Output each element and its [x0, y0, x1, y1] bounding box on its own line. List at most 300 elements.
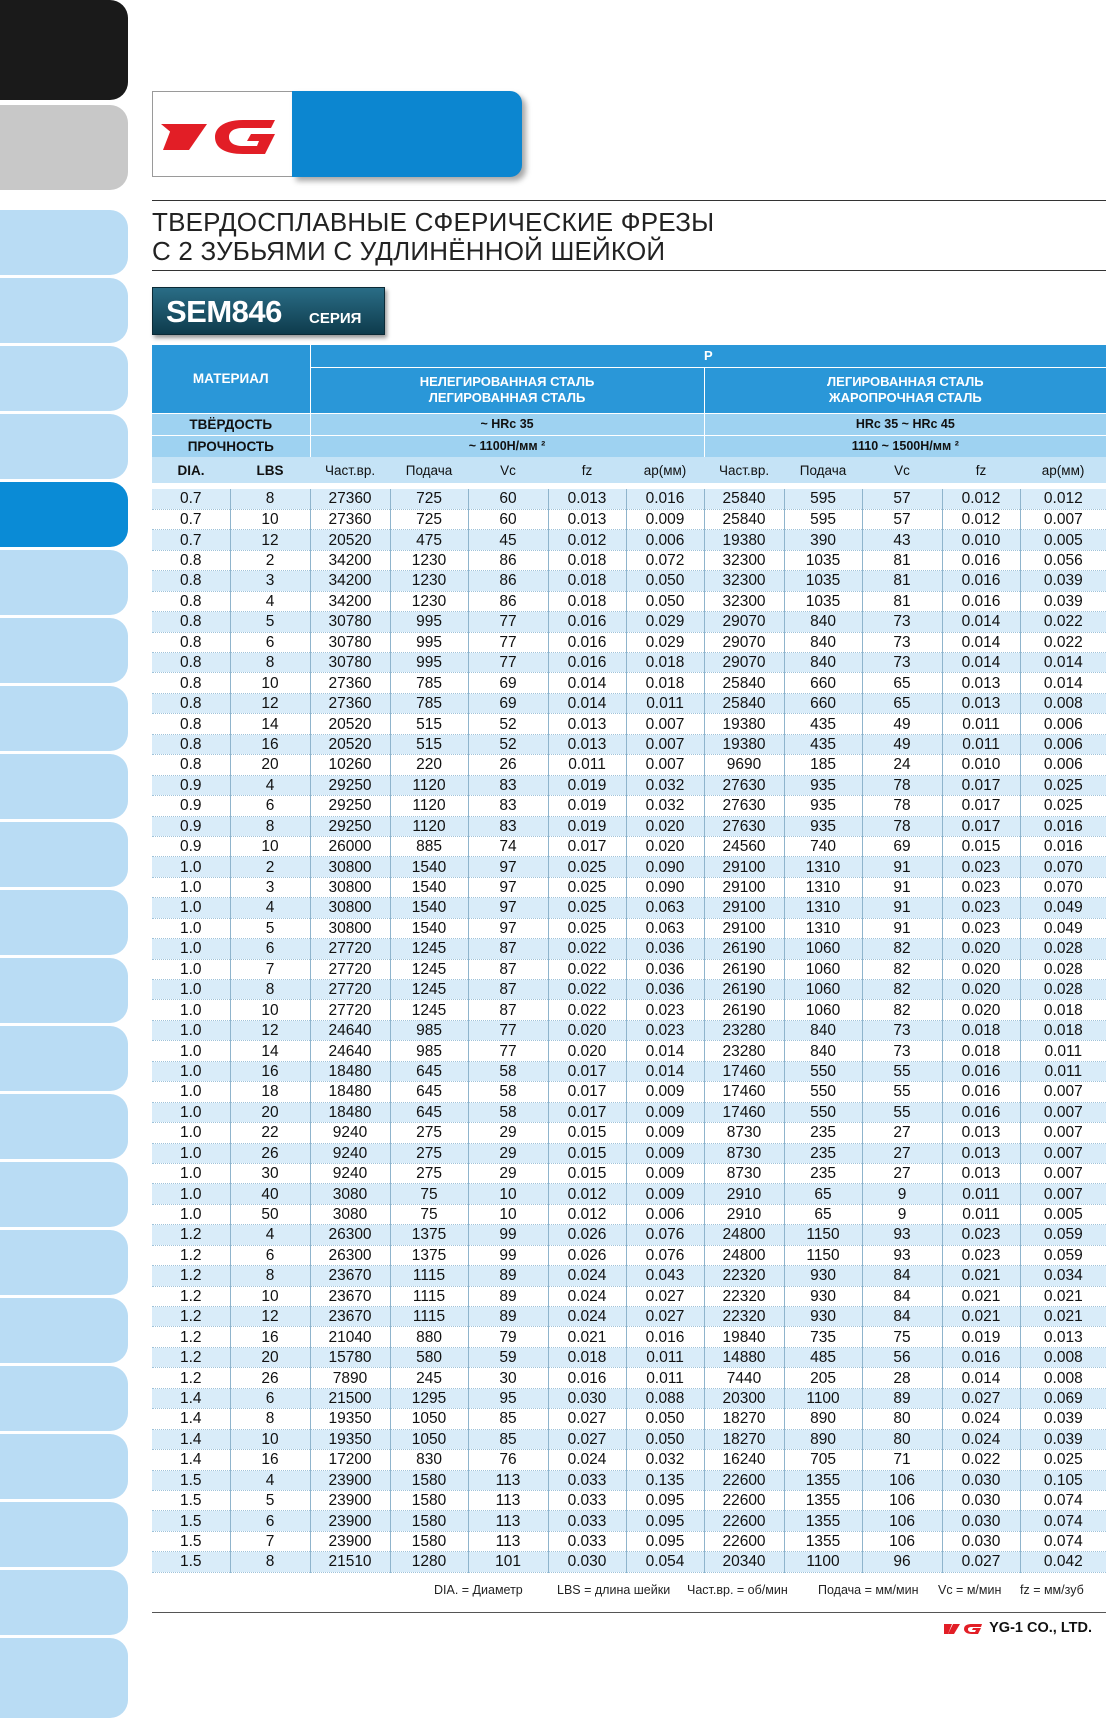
- table-cell: 73: [862, 653, 942, 673]
- table-cell: 1375: [390, 1225, 468, 1245]
- table-cell: 29070: [704, 653, 784, 673]
- table-cell: 19350: [310, 1409, 390, 1429]
- side-tab[interactable]: [0, 890, 128, 955]
- table-cell: 705: [784, 1450, 862, 1470]
- table-cell: 30800: [310, 918, 390, 938]
- table-cell: 1.2: [152, 1225, 230, 1245]
- hardness-label: ТВЁРДОСТЬ: [152, 413, 310, 435]
- table-cell: 0.030: [548, 1552, 626, 1572]
- table-cell: 84: [862, 1307, 942, 1327]
- table-cell: 0.090: [626, 857, 704, 877]
- table-row: [152, 1163, 1106, 1183]
- table-cell: 1540: [390, 877, 468, 897]
- table-cell: 7: [230, 959, 310, 979]
- table-cell: 0.016: [626, 1327, 704, 1347]
- table-cell: 645: [390, 1082, 468, 1102]
- table-cell: 0.007: [1020, 1163, 1106, 1183]
- table-cell: 995: [390, 612, 468, 632]
- table-cell: 550: [784, 1102, 862, 1122]
- table-cell: 49: [862, 714, 942, 734]
- table-cell: 1.0: [152, 1163, 230, 1183]
- table-cell: 0.018: [942, 1020, 1020, 1040]
- side-tab-active[interactable]: [0, 482, 128, 547]
- table-cell: 1115: [390, 1266, 468, 1286]
- table-cell: 0.8: [152, 673, 230, 693]
- table-cell: 935: [784, 816, 862, 836]
- table-cell: 0.006: [1020, 755, 1106, 775]
- table-cell: 14880: [704, 1347, 784, 1367]
- table-cell: 485: [784, 1347, 862, 1367]
- table-cell: 17460: [704, 1082, 784, 1102]
- table-cell: 0.025: [1020, 1450, 1106, 1470]
- hardness-group-1: ~ HRc 35: [310, 413, 704, 435]
- table-cell: 1.0: [152, 1143, 230, 1163]
- table-cell: 1.2: [152, 1347, 230, 1367]
- table-cell: 0.014: [942, 632, 1020, 652]
- table-cell: 22: [230, 1123, 310, 1143]
- table-cell: 84: [862, 1286, 942, 1306]
- table-cell: 25840: [704, 673, 784, 693]
- table-cell: 75: [862, 1327, 942, 1347]
- table-cell: 0.016: [548, 632, 626, 652]
- table-cell: 0.039: [1020, 1429, 1106, 1449]
- table-cell: 26190: [704, 959, 784, 979]
- table-row: [152, 1552, 1106, 1572]
- material-group-2: [704, 367, 1106, 413]
- table-cell: 550: [784, 1082, 862, 1102]
- material-group-1: [310, 367, 704, 413]
- table-cell: 1.4: [152, 1388, 230, 1408]
- table-cell: 0.020: [548, 1041, 626, 1061]
- table-cell: 1.0: [152, 1000, 230, 1020]
- table-cell: 1.0: [152, 939, 230, 959]
- table-cell: 0.070: [1020, 857, 1106, 877]
- table-cell: 60: [468, 489, 548, 509]
- table-cell: 73: [862, 1041, 942, 1061]
- table-cell: 29100: [704, 857, 784, 877]
- table-cell: 0.006: [1020, 714, 1106, 734]
- table-cell: 19840: [704, 1327, 784, 1347]
- table-cell: 1.2: [152, 1245, 230, 1265]
- table-cell: 27630: [704, 775, 784, 795]
- table-cell: 645: [390, 1102, 468, 1122]
- table-cell: 1310: [784, 918, 862, 938]
- table-cell: 0.011: [1020, 1041, 1106, 1061]
- table-cell: 5: [230, 918, 310, 938]
- table-cell: 19380: [704, 530, 784, 550]
- side-tab[interactable]: [0, 1230, 128, 1295]
- table-cell: 0.022: [548, 939, 626, 959]
- table-cell: 30: [468, 1368, 548, 1388]
- table-cell: 0.025: [1020, 796, 1106, 816]
- table-cell: 26000: [310, 836, 390, 856]
- table-cell: 22320: [704, 1307, 784, 1327]
- table-cell: 1150: [784, 1225, 862, 1245]
- side-tab[interactable]: [0, 958, 128, 1023]
- table-cell: 26190: [704, 980, 784, 1000]
- group2-line1: ЛЕГИРОВАННАЯ СТАЛЬ: [827, 374, 984, 389]
- table-cell: 23670: [310, 1286, 390, 1306]
- table-cell: 0.9: [152, 816, 230, 836]
- table-cell: 1.0: [152, 898, 230, 918]
- table-cell: 0.021: [942, 1266, 1020, 1286]
- table-cell: 9: [862, 1184, 942, 1204]
- title-rule-top: [152, 200, 1106, 201]
- group1-line2: ЛЕГИРОВАННАЯ СТАЛЬ: [428, 390, 586, 405]
- table-cell: 0.014: [548, 673, 626, 693]
- table-cell: 1.4: [152, 1429, 230, 1449]
- table-cell: 840: [784, 653, 862, 673]
- table-cell: 5: [230, 1490, 310, 1510]
- table-row: [152, 1531, 1106, 1551]
- table-cell: 55: [862, 1102, 942, 1122]
- table-row: [152, 1409, 1106, 1429]
- table-cell: 93: [862, 1245, 942, 1265]
- table-cell: 86: [468, 571, 548, 591]
- table-cell: 58: [468, 1061, 548, 1081]
- table-cell: 0.022: [1020, 632, 1106, 652]
- table-cell: 890: [784, 1409, 862, 1429]
- table-cell: 6: [230, 939, 310, 959]
- table-cell: 57: [862, 489, 942, 509]
- table-cell: 0.8: [152, 632, 230, 652]
- table-cell: 75: [390, 1204, 468, 1224]
- table-cell: 20340: [704, 1552, 784, 1572]
- side-tab[interactable]: [0, 1366, 128, 1431]
- side-tab[interactable]: [0, 346, 128, 411]
- table-cell: 0.074: [1020, 1490, 1106, 1510]
- table-cell: 89: [468, 1286, 548, 1306]
- table-cell: 65: [862, 673, 942, 693]
- table-cell: 935: [784, 796, 862, 816]
- table-cell: 2: [230, 550, 310, 570]
- table-cell: 24640: [310, 1020, 390, 1040]
- table-cell: 1.5: [152, 1511, 230, 1531]
- table-cell: 34200: [310, 591, 390, 611]
- table-cell: 0.027: [548, 1429, 626, 1449]
- table-cell: 27630: [704, 796, 784, 816]
- table-cell: 14: [230, 1041, 310, 1061]
- table-cell: 23670: [310, 1266, 390, 1286]
- table-cell: 840: [784, 1041, 862, 1061]
- table-row: [152, 530, 1106, 550]
- table-cell: 245: [390, 1368, 468, 1388]
- table-cell: 80: [862, 1429, 942, 1449]
- table-cell: 0.076: [626, 1225, 704, 1245]
- table-cell: 87: [468, 959, 548, 979]
- table-cell: 43: [862, 530, 942, 550]
- table-cell: 550: [784, 1061, 862, 1081]
- table-cell: 0.013: [942, 673, 1020, 693]
- table-cell: 0.7: [152, 509, 230, 529]
- table-cell: 0.027: [626, 1307, 704, 1327]
- table-cell: 22600: [704, 1470, 784, 1490]
- table-cell: 18270: [704, 1409, 784, 1429]
- table-cell: 101: [468, 1552, 548, 1572]
- series-label: СЕРИЯ: [309, 310, 362, 327]
- table-row: [152, 1266, 1106, 1286]
- table-cell: 0.022: [1020, 612, 1106, 632]
- side-tab[interactable]: [0, 1094, 128, 1159]
- table-cell: 0.095: [626, 1511, 704, 1531]
- table-cell: 29070: [704, 632, 784, 652]
- table-cell: 9690: [704, 755, 784, 775]
- side-tab[interactable]: [0, 1570, 128, 1635]
- table-cell: 9240: [310, 1123, 390, 1143]
- table-cell: 113: [468, 1470, 548, 1490]
- table-cell: 0.039: [1020, 1409, 1106, 1429]
- table-cell: 0.059: [1020, 1245, 1106, 1265]
- legend-fz: fz = мм/зуб: [1020, 1583, 1084, 1597]
- table-cell: 1115: [390, 1286, 468, 1306]
- table-cell: 0.007: [1020, 509, 1106, 529]
- table-cell: 0.016: [942, 1347, 1020, 1367]
- table-row: [152, 980, 1106, 1000]
- table-row: [152, 1082, 1106, 1102]
- table-cell: 20: [230, 1102, 310, 1122]
- table-cell: 10: [230, 1000, 310, 1020]
- table-cell: 1280: [390, 1552, 468, 1572]
- table-cell: 77: [468, 612, 548, 632]
- table-cell: 20: [230, 755, 310, 775]
- table-cell: 0.009: [626, 1123, 704, 1143]
- table-cell: 985: [390, 1020, 468, 1040]
- table-cell: 1.4: [152, 1409, 230, 1429]
- table-cell: 91: [862, 918, 942, 938]
- table-cell: 0.012: [548, 1184, 626, 1204]
- table-cell: 22600: [704, 1531, 784, 1551]
- table-cell: 84: [862, 1266, 942, 1286]
- table-cell: 0.012: [1020, 489, 1106, 509]
- table-cell: 25840: [704, 693, 784, 713]
- side-tab[interactable]: [0, 1298, 128, 1363]
- table-cell: 0.021: [1020, 1286, 1106, 1306]
- table-row: [152, 693, 1106, 713]
- table-cell: 735: [784, 1327, 862, 1347]
- header-banner: [292, 91, 522, 177]
- side-tab[interactable]: [0, 754, 128, 819]
- table-cell: 106: [862, 1490, 942, 1510]
- table-cell: 52: [468, 734, 548, 754]
- table-cell: 1540: [390, 918, 468, 938]
- table-cell: 29250: [310, 816, 390, 836]
- side-tab[interactable]: [0, 1502, 128, 1567]
- table-cell: 785: [390, 693, 468, 713]
- side-tab[interactable]: [0, 1434, 128, 1499]
- table-cell: 0.8: [152, 612, 230, 632]
- table-row: [152, 1123, 1106, 1143]
- table-cell: 27: [862, 1123, 942, 1143]
- table-cell: 74: [468, 836, 548, 856]
- table-cell: 660: [784, 673, 862, 693]
- table-cell: 0.8: [152, 571, 230, 591]
- table-row: [152, 918, 1106, 938]
- table-cell: 0.016: [942, 591, 1020, 611]
- table-cell: 1120: [390, 775, 468, 795]
- table-cell: 0.030: [942, 1470, 1020, 1490]
- side-tab[interactable]: [0, 210, 128, 275]
- table-cell: 0.022: [548, 980, 626, 1000]
- table-cell: 0.016: [942, 1082, 1020, 1102]
- table-cell: 19350: [310, 1429, 390, 1449]
- column-header-row: [152, 457, 1106, 483]
- table-cell: 1.5: [152, 1531, 230, 1551]
- table-cell: 1580: [390, 1511, 468, 1531]
- table-cell: 27720: [310, 959, 390, 979]
- side-tab[interactable]: [0, 550, 128, 615]
- table-cell: 0.011: [1020, 1061, 1106, 1081]
- side-tab[interactable]: [0, 686, 128, 751]
- table-cell: 89: [468, 1307, 548, 1327]
- table-cell: 0.024: [548, 1266, 626, 1286]
- table-cell: 1.5: [152, 1470, 230, 1490]
- table-cell: 8: [230, 1552, 310, 1572]
- table-row: [152, 734, 1106, 754]
- table-cell: 96: [862, 1552, 942, 1572]
- table-cell: 0.007: [1020, 1102, 1106, 1122]
- table-cell: 27630: [704, 816, 784, 836]
- table-cell: 0.013: [1020, 1327, 1106, 1347]
- table-cell: 0.135: [626, 1470, 704, 1490]
- table-cell: 0.033: [548, 1470, 626, 1490]
- table-row: [152, 816, 1106, 836]
- table-row: [152, 836, 1106, 856]
- side-tab[interactable]: [0, 1026, 128, 1091]
- table-cell: 0.021: [548, 1327, 626, 1347]
- title-line-1: ТВЕРДОСПЛАВНЫЕ СФЕРИЧЕСКИЕ ФРЕЗЫ: [152, 207, 715, 237]
- table-cell: 0.063: [626, 898, 704, 918]
- table-cell: 0.095: [626, 1490, 704, 1510]
- table-cell: 0.015: [548, 1143, 626, 1163]
- yg-logo-mark: [159, 110, 287, 160]
- table-cell: 28: [862, 1368, 942, 1388]
- table-cell: 0.017: [548, 836, 626, 856]
- table-cell: 935: [784, 775, 862, 795]
- table-cell: 23900: [310, 1470, 390, 1490]
- table-cell: 1310: [784, 857, 862, 877]
- table-cell: 0.020: [942, 1000, 1020, 1020]
- table-cell: 1580: [390, 1470, 468, 1490]
- table-cell: 0.8: [152, 734, 230, 754]
- table-cell: 1060: [784, 980, 862, 1000]
- table-cell: 0.049: [1020, 898, 1106, 918]
- table-cell: 185: [784, 755, 862, 775]
- strength-label: ПРОЧНОСТЬ: [152, 435, 310, 457]
- table-cell: 29070: [704, 612, 784, 632]
- table-cell: 4: [230, 898, 310, 918]
- page-title: [152, 208, 714, 266]
- table-cell: 0.018: [1020, 1020, 1106, 1040]
- table-cell: 10: [468, 1204, 548, 1224]
- table-cell: 34200: [310, 550, 390, 570]
- group2-line2: ЖАРОПРОЧНАЯ СТАЛЬ: [828, 390, 982, 405]
- table-cell: 73: [862, 612, 942, 632]
- table-cell: 0.030: [548, 1388, 626, 1408]
- table-cell: 30800: [310, 898, 390, 918]
- title-line-2: С 2 ЗУБЬЯМИ С УДЛИНЁННОЙ ШЕЙКОЙ: [152, 236, 666, 266]
- side-tab[interactable]: [0, 1162, 128, 1227]
- table-cell: 12: [230, 530, 310, 550]
- table-cell: 0.010: [942, 755, 1020, 775]
- table-cell: 87: [468, 980, 548, 1000]
- col-header: Част.вр.: [704, 457, 784, 483]
- table-cell: 69: [468, 693, 548, 713]
- table-cell: 59: [468, 1347, 548, 1367]
- table-row: [152, 1347, 1106, 1367]
- table-cell: 0.023: [942, 898, 1020, 918]
- table-cell: 77: [468, 632, 548, 652]
- table-row: [152, 1429, 1106, 1449]
- table-cell: 0.018: [626, 653, 704, 673]
- table-cell: 435: [784, 714, 862, 734]
- table-cell: 0.009: [626, 1163, 704, 1183]
- table-cell: 840: [784, 632, 862, 652]
- table-cell: 0.006: [626, 530, 704, 550]
- table-cell: 65: [862, 693, 942, 713]
- table-cell: 0.015: [548, 1163, 626, 1183]
- table-cell: 10: [230, 1429, 310, 1449]
- table-cell: 10: [468, 1184, 548, 1204]
- col-header: Vc: [468, 457, 548, 483]
- table-cell: 1355: [784, 1511, 862, 1531]
- table-cell: 0.026: [548, 1225, 626, 1245]
- table-cell: 830: [390, 1450, 468, 1470]
- yg-mini-logo: [944, 1622, 984, 1636]
- side-tab[interactable]: [0, 414, 128, 479]
- side-tab[interactable]: [0, 822, 128, 887]
- col-header: Част.вр.: [310, 457, 390, 483]
- table-cell: 18480: [310, 1102, 390, 1122]
- table-cell: 0.8: [152, 591, 230, 611]
- table-cell: 8: [230, 816, 310, 836]
- table-cell: 106: [862, 1531, 942, 1551]
- table-cell: 0.014: [942, 1368, 1020, 1388]
- strength-group-2: 1110 ~ 1500Н/мм ²: [704, 435, 1106, 457]
- table-cell: 0.011: [942, 1204, 1020, 1224]
- table-cell: 58: [468, 1102, 548, 1122]
- legend-vc: Vc = м/мин: [938, 1583, 1002, 1597]
- table-cell: 0.005: [1020, 1204, 1106, 1224]
- side-tab[interactable]: [0, 1638, 128, 1718]
- table-cell: 7: [230, 1531, 310, 1551]
- side-tab[interactable]: [0, 278, 128, 343]
- side-tab[interactable]: [0, 618, 128, 683]
- table-cell: 0.036: [626, 980, 704, 1000]
- table-cell: 26: [230, 1143, 310, 1163]
- table-cell: 86: [468, 591, 548, 611]
- table-cell: 55: [862, 1061, 942, 1081]
- table-cell: 0.009: [626, 1102, 704, 1122]
- col-header: Подача: [784, 457, 862, 483]
- table-cell: 1150: [784, 1245, 862, 1265]
- table-row: [152, 1286, 1106, 1306]
- table-cell: 0.017: [548, 1061, 626, 1081]
- table-cell: 24800: [704, 1245, 784, 1265]
- table-cell: 0.011: [548, 755, 626, 775]
- table-row: [152, 898, 1106, 918]
- table-cell: 7440: [704, 1368, 784, 1388]
- table-cell: 27720: [310, 980, 390, 1000]
- table-cell: 1.4: [152, 1450, 230, 1470]
- table-cell: 15780: [310, 1347, 390, 1367]
- table-cell: 75: [390, 1184, 468, 1204]
- col-header: LBS: [230, 457, 310, 483]
- table-cell: 0.8: [152, 755, 230, 775]
- table-cell: 0.017: [942, 796, 1020, 816]
- table-cell: 0.016: [1020, 836, 1106, 856]
- table-cell: 27720: [310, 1000, 390, 1020]
- table-cell: 0.027: [942, 1552, 1020, 1572]
